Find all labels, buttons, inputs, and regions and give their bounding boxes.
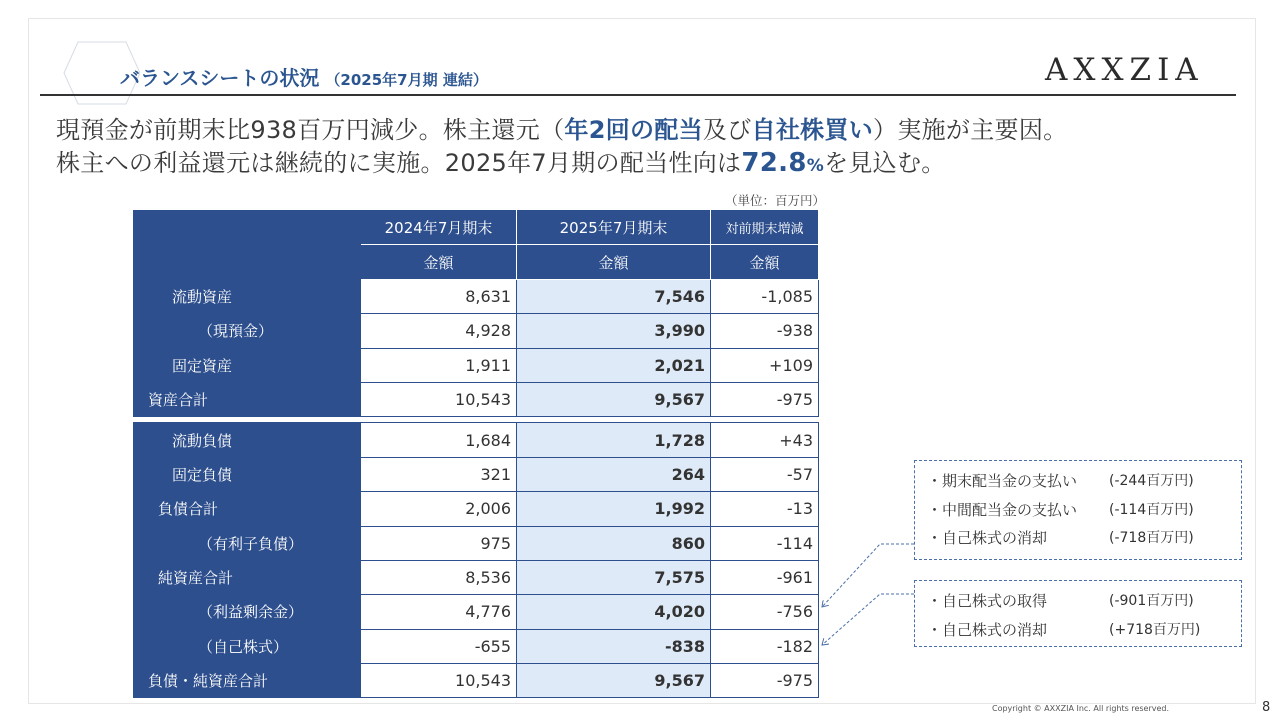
header-divider <box>40 94 1236 96</box>
headline-1-text-c: 及び <box>702 116 752 144</box>
headline-line-1 <box>56 110 1067 145</box>
callout-item <box>927 467 1229 496</box>
prev-value: 321 <box>361 457 517 491</box>
diff-value: -938 <box>711 314 819 348</box>
callout-item-amount: (-114百万円) <box>1109 501 1194 518</box>
prev-value: 4,776 <box>361 595 517 629</box>
row-label: 負債・純資産合計 <box>148 672 269 691</box>
retained-earnings-callout <box>914 460 1242 560</box>
cur-value: 9,567 <box>517 382 711 416</box>
prev-value: 1,911 <box>361 348 517 382</box>
cur-value: 7,546 <box>517 279 711 313</box>
diff-value: -756 <box>711 595 819 629</box>
header-prev-period: 2024年7月期末 <box>361 211 517 245</box>
headline-2-text-c: を見込む。 <box>824 149 946 177</box>
headline-2-text-a: 株主への利益還元は継続的に実施。2025年7月期の配当性向は <box>56 149 742 177</box>
page-number: 8 <box>1262 700 1271 715</box>
cur-value: 860 <box>517 526 711 560</box>
prev-value: 2,006 <box>361 492 517 526</box>
callout-item-text: ・期末配当金の支払い <box>927 472 1078 490</box>
cur-value: 1,728 <box>517 423 711 457</box>
diff-value: -1,085 <box>711 279 819 313</box>
callout-item-amount: (+718百万円) <box>1109 621 1201 638</box>
cur-value: 3,990 <box>517 314 711 348</box>
row-label: 純資産合計 <box>158 569 234 588</box>
headline-2-highlight-percent: % <box>806 156 825 176</box>
table-row <box>134 382 819 416</box>
diff-value: -13 <box>711 492 819 526</box>
diff-value: -57 <box>711 457 819 491</box>
row-label: 流動負債 <box>172 431 233 450</box>
headline-1-highlight-dividend: 年2回の配当 <box>564 116 703 144</box>
row-label: （利益剰余金） <box>198 603 304 622</box>
diff-value: +43 <box>711 423 819 457</box>
row-label: 流動資産 <box>172 287 233 306</box>
prev-value: -655 <box>361 629 517 663</box>
cur-value: 2,021 <box>517 348 711 382</box>
cur-value: 4,020 <box>517 595 711 629</box>
row-label: （自己株式） <box>198 637 289 656</box>
copyright: Copyright © AXXZIA Inc. All rights reserved. <box>992 704 1170 713</box>
page-title <box>120 62 488 91</box>
headline-1-highlight-buyback: 自社株買い <box>751 116 874 144</box>
table-row <box>134 492 819 526</box>
cur-value: 9,567 <box>517 664 711 698</box>
diff-value: -975 <box>711 382 819 416</box>
table-row <box>134 457 819 491</box>
prev-value: 8,631 <box>361 279 517 313</box>
page-subtitle: （2025年7月期 連結） <box>325 71 488 89</box>
table-header-row <box>134 211 819 245</box>
callout-item-text: ・自己株式の消却 <box>927 529 1048 547</box>
callout-item <box>927 587 1229 616</box>
subheader-prev: 金額 <box>361 245 517 279</box>
diff-value: -182 <box>711 629 819 663</box>
diff-value: -961 <box>711 560 819 594</box>
balance-sheet-table <box>133 210 819 698</box>
headline-2-highlight-payout: 72.8 <box>741 148 807 178</box>
row-label: 資産合計 <box>148 391 209 410</box>
row-label: 負債合計 <box>158 500 219 519</box>
treasury-stock-callout <box>914 580 1242 647</box>
callout-item-amount: (-718百万円) <box>1109 530 1194 546</box>
headline-1-text-a: 現預金が前期末比938百万円減少。株主還元（ <box>56 116 565 144</box>
cur-value: 1,992 <box>517 492 711 526</box>
cur-value: -838 <box>517 629 711 663</box>
table-row <box>134 595 819 629</box>
page-title-text: バランスシートの状況 <box>120 66 320 90</box>
callout-item <box>927 496 1229 525</box>
table-row <box>134 560 819 594</box>
prev-value: 975 <box>361 526 517 560</box>
table-row <box>134 664 819 698</box>
table-row <box>134 314 819 348</box>
subheader-cur: 金額 <box>517 245 711 279</box>
callout-item <box>927 524 1229 553</box>
callout-item-text: ・自己株式の取得 <box>927 592 1048 610</box>
header-diff: 対前期末増減 <box>711 211 819 245</box>
cur-value: 264 <box>517 457 711 491</box>
headline-line-2 <box>56 143 946 178</box>
table-row <box>134 526 819 560</box>
header-corner-cell <box>134 211 361 280</box>
unit-label: （単位：百万円） <box>725 193 826 208</box>
callout-item-amount: (-244百万円) <box>1109 473 1194 489</box>
prev-value: 10,543 <box>361 382 517 416</box>
prev-value: 1,684 <box>361 423 517 457</box>
cur-value: 7,575 <box>517 560 711 594</box>
subheader-diff: 金額 <box>711 245 819 279</box>
row-label: （有利子負債） <box>198 534 304 553</box>
row-label: 固定資産 <box>172 356 233 375</box>
prev-value: 10,543 <box>361 664 517 698</box>
row-label: （現預金） <box>198 322 274 341</box>
table-row <box>134 348 819 382</box>
callout-item-text: ・中間配当金の支払い <box>927 500 1078 519</box>
callout-item-text: ・自己株式の消却 <box>927 620 1048 639</box>
table-row <box>134 423 819 457</box>
row-label: 固定負債 <box>172 465 233 484</box>
prev-value: 8,536 <box>361 560 517 594</box>
callout-item <box>927 616 1229 645</box>
diff-value: -114 <box>711 526 819 560</box>
callout-item-amount: (-901百万円) <box>1109 593 1194 609</box>
header-cur-period: 2025年7月期末 <box>517 211 711 245</box>
company-logo: AXXZIA <box>1045 52 1204 88</box>
diff-value: -975 <box>711 664 819 698</box>
table-row <box>134 629 819 663</box>
prev-value: 4,928 <box>361 314 517 348</box>
headline-1-text-e: ）実施が主要因。 <box>873 116 1068 144</box>
table-row <box>134 279 819 313</box>
diff-value: +109 <box>711 348 819 382</box>
